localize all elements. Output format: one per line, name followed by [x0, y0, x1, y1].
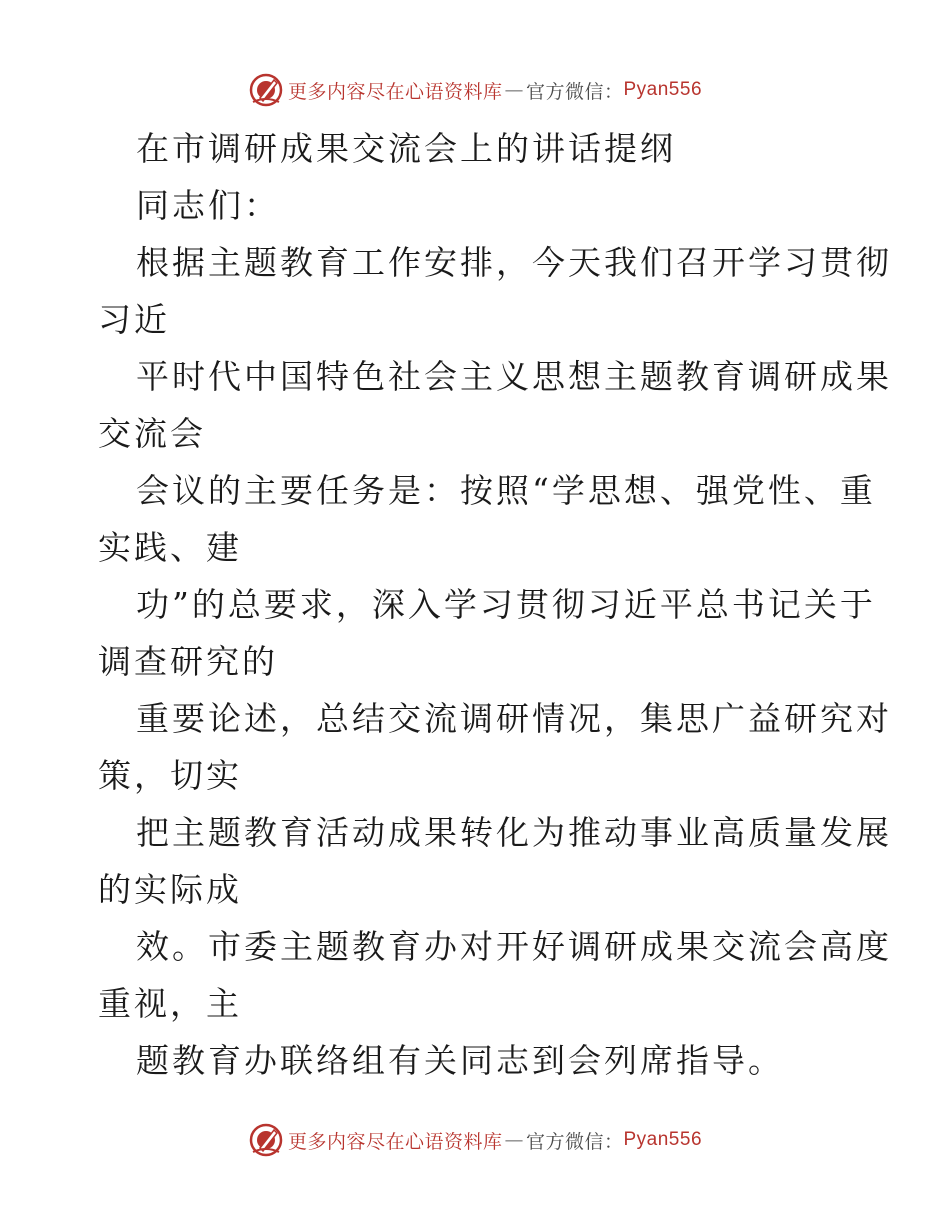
banner-text: 更多内容尽在心语资料库	[287, 80, 503, 103]
paragraph-line: 实践、建	[98, 528, 242, 567]
paragraph-line: 功”的总要求，深入学习贯彻习近平总书记关于	[136, 585, 876, 624]
paragraph-line: 交流会	[98, 414, 206, 453]
banner-text: 更多内容尽在心语资料库	[287, 1130, 503, 1153]
banner-separator: —	[504, 79, 524, 101]
pen-logo-icon	[248, 72, 284, 108]
paragraph-line: 根据主题教育工作安排，今天我们召开学习贯彻	[136, 243, 892, 282]
paragraph-line: 习近	[98, 300, 170, 339]
paragraph-line: 平时代中国特色社会主义思想主题教育调研成果	[136, 357, 892, 396]
salutation: 同志们：	[136, 186, 280, 225]
paragraph-line: 调查研究的	[98, 642, 278, 681]
paragraph-line: 策，切实	[98, 756, 242, 795]
wechat-id: Pyan556	[623, 1129, 703, 1150]
pen-logo-icon	[248, 1122, 284, 1158]
banner-separator: —	[504, 1129, 524, 1151]
paragraph-line: 效。市委主题教育办对开好调研成果交流会高度	[136, 927, 892, 966]
paragraph-line: 题教育办联络组有关同志到会列席指导。	[136, 1041, 784, 1080]
document-title: 在市调研成果交流会上的讲话提纲	[136, 129, 676, 168]
paragraph-line: 重要论述，总结交流调研情况，集思广益研究对	[136, 699, 892, 738]
wechat-label: 官方微信：	[525, 1130, 624, 1153]
footer-banner	[0, 1122, 950, 1158]
wechat-label: 官方微信：	[525, 80, 624, 103]
paragraph-line: 的实际成	[98, 870, 242, 909]
paragraph-line: 重视，主	[98, 984, 242, 1023]
wechat-id: Pyan556	[623, 79, 703, 100]
paragraph-line: 会议的主要任务是：按照“学思想、强党性、重	[136, 471, 876, 510]
document-body	[98, 120, 892, 1089]
paragraph-line: 把主题教育活动成果转化为推动事业高质量发展	[136, 813, 892, 852]
header-banner	[0, 72, 950, 108]
